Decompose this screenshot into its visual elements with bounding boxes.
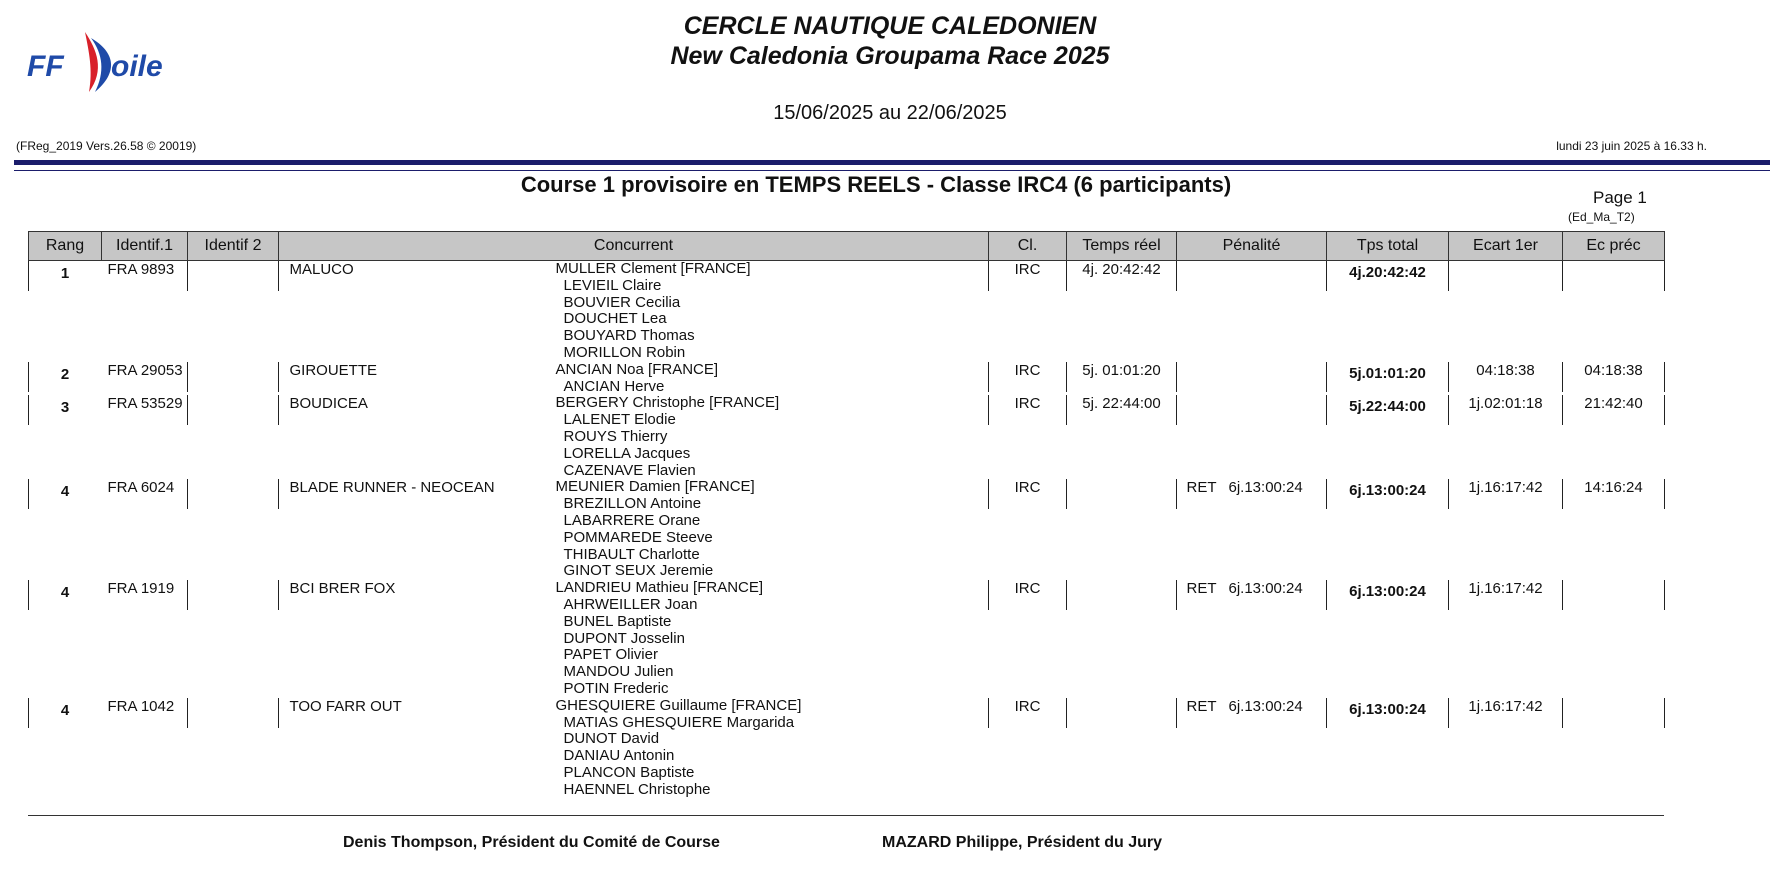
column-separator <box>1448 698 1449 728</box>
rank-cell <box>29 580 102 698</box>
sail-number: FRA 53529 <box>107 395 183 413</box>
column-separator <box>1448 580 1449 610</box>
crew-member: BUNEL Baptiste <box>563 612 672 630</box>
column-separator <box>1176 395 1177 425</box>
column-separator <box>1664 698 1665 728</box>
col-real-time: Temps réel <box>1067 232 1177 261</box>
rank-cell <box>29 479 102 580</box>
column-separator <box>278 698 279 728</box>
column-separator <box>1066 261 1067 291</box>
rank-value: 2 <box>60 365 70 383</box>
identif1-cell <box>102 395 188 479</box>
table-row <box>29 261 1665 362</box>
crew-member: MANDOU Julien <box>563 663 674 681</box>
crew-member: POMMAREDE Steeve <box>563 528 713 546</box>
gap-prev-cell <box>1563 395 1665 479</box>
column-separator <box>28 395 29 425</box>
class-cell <box>989 261 1067 362</box>
total-value: 5j.22:44:00 <box>1349 398 1426 416</box>
column-separator <box>988 698 989 728</box>
real-time-cell <box>1067 362 1177 396</box>
col-gap-prev: Ec préc <box>1563 232 1665 261</box>
table-row <box>29 395 1665 479</box>
penalty-cell <box>1177 580 1327 698</box>
event-dates: 15/06/2025 au 22/06/2025 <box>773 102 1007 124</box>
column-separator <box>1066 395 1067 425</box>
boat-name: BLADE RUNNER - NEOCEAN <box>289 479 495 497</box>
gap-prev-cell <box>1563 580 1665 698</box>
rank-value: 4 <box>60 483 70 501</box>
penalty-time: 6j.13:00:24 <box>1228 580 1303 598</box>
column-separator <box>278 261 279 291</box>
total-cell <box>1327 698 1449 799</box>
header-rule <box>14 170 1770 171</box>
sail-number: FRA 6024 <box>107 479 175 497</box>
identif2-cell <box>188 362 279 396</box>
penalty-cell <box>1177 395 1327 479</box>
class-cell <box>989 362 1067 396</box>
col-rang: Rang <box>29 232 102 261</box>
logo-voile-text: oile <box>111 50 163 83</box>
gap-first-value: 1j.02:01:18 <box>1468 395 1543 413</box>
rank-cell <box>29 395 102 479</box>
table-row <box>29 362 1665 396</box>
class-cell <box>989 479 1067 580</box>
total-cell <box>1327 395 1449 479</box>
crew-member: HAENNEL Christophe <box>563 780 711 798</box>
col-total: Tps total <box>1327 232 1449 261</box>
column-separator <box>1066 362 1067 392</box>
identif1-cell <box>102 580 188 698</box>
class-value: IRC <box>1014 395 1041 413</box>
boat-name: MALUCO <box>289 261 354 278</box>
crew-member: MORILLON Robin <box>563 343 686 361</box>
identif2-cell <box>188 261 279 362</box>
column-separator <box>1448 362 1449 392</box>
column-separator <box>1664 580 1665 610</box>
total-value: 4j.20:42:42 <box>1349 264 1426 281</box>
print-timestamp: lundi 23 juin 2025 à 16.33 h. <box>1556 139 1707 153</box>
column-separator <box>187 479 188 509</box>
signature-race-committee: Denis Thompson, Président du Comité de Course <box>343 834 720 851</box>
concurrent-cell <box>279 698 989 799</box>
gap-first-value: 04:18:38 <box>1476 361 1535 379</box>
boat-name: TOO FARR OUT <box>289 697 402 715</box>
table-row <box>29 698 1665 799</box>
column-separator <box>988 479 989 509</box>
penalty-cell <box>1177 479 1327 580</box>
rank-value: 3 <box>60 399 70 417</box>
table-header-row <box>29 232 1665 261</box>
gap-first-cell <box>1449 580 1563 698</box>
penalty-cell <box>1177 362 1327 396</box>
crew-member: ROUYS Thierry <box>563 427 668 445</box>
column-separator <box>1176 261 1177 291</box>
crew-member: CAZENAVE Flavien <box>563 461 696 479</box>
signature-jury: MAZARD Philippe, Président du Jury <box>882 834 1163 851</box>
class-value: IRC <box>1014 361 1041 379</box>
event-title: New Caledonia Groupama Race 2025 <box>670 42 1110 70</box>
course-title: Course 1 provisoire en TEMPS REELS - Classe IRC4 (6 participants) <box>520 172 1232 197</box>
rank-cell <box>29 362 102 396</box>
table-row <box>29 479 1665 580</box>
real-time-cell <box>1067 395 1177 479</box>
gap-first-value: 1j.16:17:42 <box>1468 479 1543 497</box>
col-gap-first: Ecart 1er <box>1449 232 1563 261</box>
class-cell <box>989 395 1067 479</box>
rank-value: 4 <box>60 584 70 602</box>
real-time-cell <box>1067 479 1177 580</box>
skipper-name: LANDRIEU Mathieu [FRANCE] <box>555 579 764 597</box>
skipper-name: BERGERY Christophe [FRANCE] <box>555 394 780 412</box>
crew-list <box>556 580 764 698</box>
crew-member: THIBAULT Charlotte <box>563 545 700 563</box>
column-separator <box>1664 261 1665 291</box>
column-separator <box>1562 362 1563 392</box>
total-cell <box>1327 261 1449 362</box>
column-separator <box>28 698 29 728</box>
crew-member: DUNOT David <box>563 730 660 748</box>
gap-prev-cell <box>1563 698 1665 799</box>
column-separator <box>1664 362 1665 392</box>
column-separator <box>1562 479 1563 509</box>
crew-list <box>556 698 802 799</box>
column-separator <box>1448 261 1449 291</box>
penalty-cell <box>1177 698 1327 799</box>
column-separator <box>1326 698 1327 728</box>
class-cell <box>989 698 1067 799</box>
crew-member: AHRWEILLER Joan <box>563 595 698 613</box>
penalty-time: 6j.13:00:24 <box>1228 479 1303 497</box>
crew-list <box>556 395 780 479</box>
skipper-name: MEUNIER Damien [FRANCE] <box>555 478 755 496</box>
column-separator <box>988 362 989 392</box>
column-separator <box>1176 362 1177 392</box>
column-separator <box>1562 698 1563 728</box>
total-cell <box>1327 580 1449 698</box>
column-separator <box>1448 395 1449 425</box>
column-separator <box>187 261 188 291</box>
crew-list <box>556 479 755 580</box>
penalty-code: RET <box>1186 580 1217 598</box>
club-title: CERCLE NAUTIQUE CALEDONIEN <box>683 12 1097 40</box>
crew-member: GINOT SEUX Jeremie <box>563 562 714 580</box>
column-separator <box>1176 479 1177 509</box>
total-value: 6j.13:00:24 <box>1349 482 1426 500</box>
crew-member: PLANCON Baptiste <box>563 763 695 781</box>
crew-member: DOUCHET Lea <box>563 310 667 328</box>
class-value: IRC <box>1014 697 1041 715</box>
real-time-cell <box>1067 698 1177 799</box>
column-separator <box>28 580 29 610</box>
column-separator <box>1562 580 1563 610</box>
total-value: 6j.13:00:24 <box>1349 583 1426 601</box>
crew-member: LORELLA Jacques <box>563 444 691 462</box>
column-separator <box>988 580 989 610</box>
column-separator <box>1176 580 1177 610</box>
crew-member: DUPONT Josselin <box>563 629 685 647</box>
crew-member: PAPET Olivier <box>563 646 658 664</box>
gap-first-cell <box>1449 395 1563 479</box>
gap-first-cell <box>1449 479 1563 580</box>
total-cell <box>1327 362 1449 396</box>
class-value: IRC <box>1014 580 1041 598</box>
crew-member: DANIAU Antonin <box>563 747 675 765</box>
real-time-cell <box>1067 580 1177 698</box>
column-separator <box>1326 261 1327 291</box>
gap-first-cell <box>1449 698 1563 799</box>
concurrent-cell <box>279 362 989 396</box>
identif2-cell <box>188 580 279 698</box>
concurrent-cell <box>279 580 989 698</box>
rank-value: 1 <box>60 265 70 282</box>
crew-member: POTIN Frederic <box>563 679 669 697</box>
column-separator <box>1326 479 1327 509</box>
identif1-cell <box>102 261 188 362</box>
penalty-cell <box>1177 261 1327 362</box>
gap-prev-cell <box>1563 261 1665 362</box>
sail-number: FRA 29053 <box>107 361 183 379</box>
column-separator <box>187 395 188 425</box>
column-separator <box>1066 479 1067 509</box>
class-value: IRC <box>1014 479 1041 497</box>
rank-cell <box>29 698 102 799</box>
class-cell <box>989 580 1067 698</box>
crew-member: LALENET Elodie <box>563 411 676 429</box>
sail-number: FRA 1042 <box>107 697 175 715</box>
sail-number: FRA 9893 <box>107 261 175 278</box>
identif1-cell <box>102 479 188 580</box>
table-row <box>29 580 1665 698</box>
skipper-name: ANCIAN Noa [FRANCE] <box>555 360 719 378</box>
edition-code: (Ed_Ma_T2) <box>1568 210 1635 224</box>
column-separator <box>1326 580 1327 610</box>
column-separator <box>28 261 29 291</box>
column-separator <box>278 479 279 509</box>
gap-first-value: 1j.16:17:42 <box>1468 580 1543 598</box>
column-separator <box>1448 479 1449 509</box>
concurrent-cell <box>279 395 989 479</box>
column-separator <box>1066 580 1067 610</box>
gap-first-cell <box>1449 261 1563 362</box>
column-separator <box>1326 395 1327 425</box>
crew-member: BREZILLON Antoine <box>563 495 702 513</box>
table-bottom-rule <box>28 815 1664 816</box>
column-separator <box>988 261 989 291</box>
identif2-cell <box>188 395 279 479</box>
column-separator <box>278 362 279 392</box>
crew-member: BOUYARD Thomas <box>563 327 695 345</box>
boat-name: BCI BRER FOX <box>289 580 396 598</box>
column-separator <box>28 479 29 509</box>
rank-cell <box>29 261 102 362</box>
skipper-name: GHESQUIERE Guillaume [FRANCE] <box>555 696 802 714</box>
crew-list <box>556 261 751 362</box>
software-version: (FReg_2019 Vers.26.58 © 20019) <box>16 139 197 153</box>
column-separator <box>278 395 279 425</box>
penalty-time: 6j.13:00:24 <box>1228 697 1303 715</box>
total-cell <box>1327 479 1449 580</box>
column-separator <box>1562 395 1563 425</box>
gap-prev-value: 04:18:38 <box>1584 361 1643 379</box>
column-separator <box>187 698 188 728</box>
crew-member: LABARRERE Orane <box>563 511 701 529</box>
col-class: Cl. <box>989 232 1067 261</box>
logo-ff-text: FF <box>27 50 64 83</box>
column-separator <box>1176 698 1177 728</box>
rank-value: 4 <box>60 701 70 719</box>
total-value: 5j.01:01:20 <box>1349 364 1426 382</box>
identif1-cell <box>102 362 188 396</box>
crew-member: LEVIEIL Claire <box>563 276 662 294</box>
total-value: 6j.13:00:24 <box>1349 700 1426 718</box>
col-penalty: Pénalité <box>1177 232 1327 261</box>
identif1-cell <box>102 698 188 799</box>
results-table <box>28 231 1665 799</box>
header-bar <box>14 160 1770 165</box>
concurrent-cell <box>279 479 989 580</box>
column-separator <box>187 580 188 610</box>
crew-member: ANCIAN Herve <box>563 377 665 395</box>
column-separator <box>278 580 279 610</box>
real-time-value: 4j. 20:42:42 <box>1082 261 1161 278</box>
col-concurrent: Concurrent <box>279 232 989 261</box>
sail-number: FRA 1919 <box>107 580 175 598</box>
column-separator <box>187 362 188 392</box>
col-identif1: Identif.1 <box>102 232 188 261</box>
gap-first-value: 1j.16:17:42 <box>1468 697 1543 715</box>
real-time-cell <box>1067 261 1177 362</box>
identif2-cell <box>188 698 279 799</box>
column-separator <box>28 362 29 392</box>
class-value: IRC <box>1014 261 1041 278</box>
crew-list <box>556 362 719 396</box>
concurrent-cell <box>279 261 989 362</box>
identif2-cell <box>188 479 279 580</box>
column-separator <box>1664 479 1665 509</box>
gap-prev-value: 14:16:24 <box>1584 479 1643 497</box>
penalty-code: RET <box>1186 697 1217 715</box>
column-separator <box>988 395 989 425</box>
real-time-value: 5j. 01:01:20 <box>1082 361 1161 379</box>
gap-prev-cell <box>1563 479 1665 580</box>
column-separator <box>1664 395 1665 425</box>
column-separator <box>1562 261 1563 291</box>
column-separator <box>1326 362 1327 392</box>
real-time-value: 5j. 22:44:00 <box>1082 395 1161 413</box>
penalty-code: RET <box>1186 479 1217 497</box>
gap-prev-value: 21:42:40 <box>1584 395 1643 413</box>
col-identif2: Identif 2 <box>188 232 279 261</box>
skipper-name: MULLER Clement [FRANCE] <box>555 260 751 277</box>
crew-member: MATIAS GHESQUIERE Margarida <box>563 713 795 731</box>
boat-name: BOUDICEA <box>289 395 368 413</box>
gap-first-cell <box>1449 362 1563 396</box>
page-number: Page 1 <box>1593 188 1647 207</box>
crew-member: BOUVIER Cecilia <box>563 293 681 311</box>
column-separator <box>1066 698 1067 728</box>
gap-prev-cell <box>1563 362 1665 396</box>
boat-name: GIROUETTE <box>289 361 378 379</box>
